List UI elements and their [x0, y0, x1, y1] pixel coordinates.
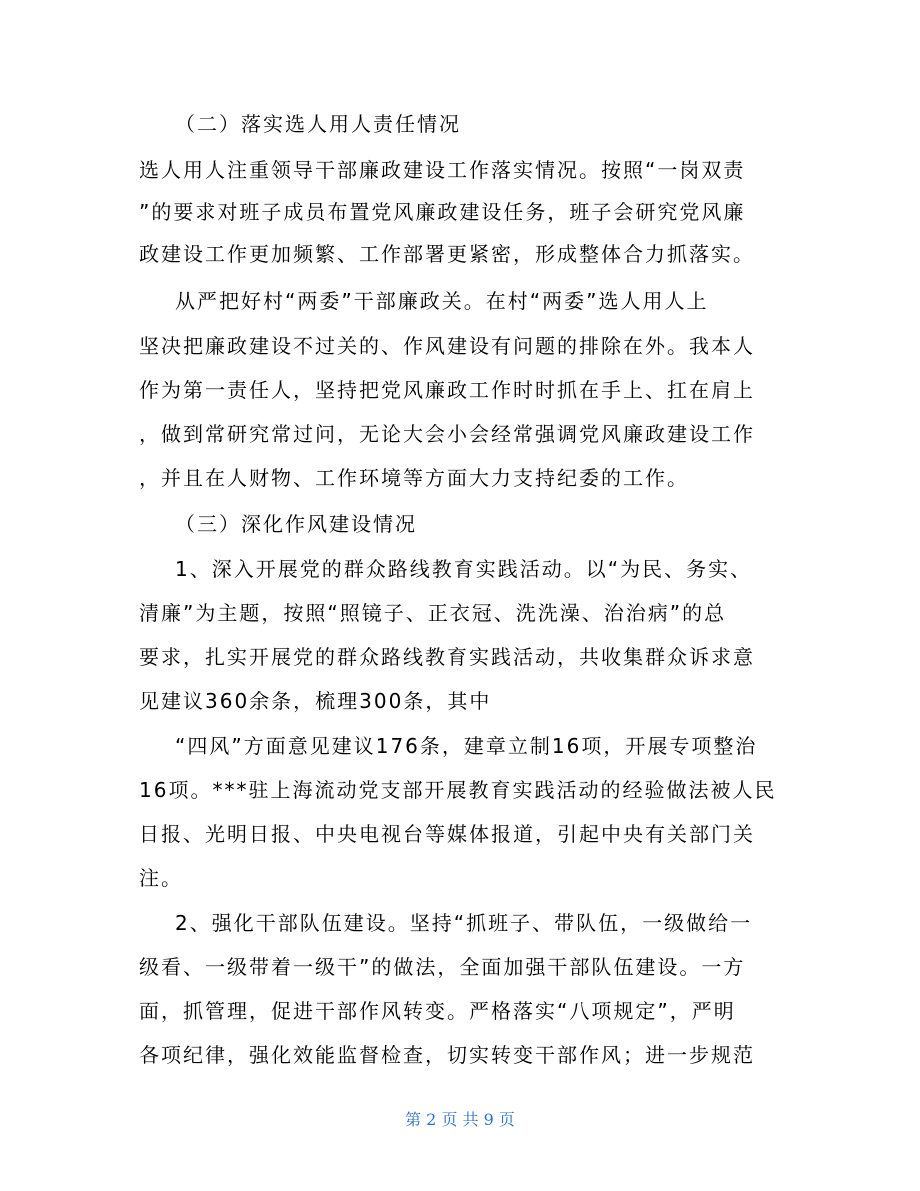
- paragraph-line: ，并且在人财物、工作环境等方面大力支持纪委的工作。: [139, 466, 689, 490]
- paragraph-line: ”的要求对班子成员布置党风廉政建设任务，班子会研究党风廉: [139, 200, 746, 224]
- page-number: 第 2 页 共 9 页: [405, 1110, 515, 1129]
- paragraph-line: 16项。***驻上海流动党支部开展教育实践活动的经验做法被人民: [139, 778, 777, 802]
- paragraph-line: 清廉”为主题，按照“照镜子、正衣冠、洗洗澡、治治病”的总: [139, 601, 727, 625]
- paragraph-line: 政建设工作更加频繁、工作部署更紧密，形成整体合力抓落实。: [139, 242, 755, 266]
- paragraph-line: 注。: [139, 866, 183, 890]
- paragraph-line: 作为第一责任人，坚持把党风廉政工作时时抓在手上、扛在肩上: [139, 378, 755, 402]
- section-heading-2: （二）落实选人用人责任情况: [175, 112, 461, 136]
- paragraph-line: 选人用人注重领导干部廉政建设工作落实情况。按照“一岗双责: [139, 158, 746, 182]
- paragraph-line: 要求，扎实开展党的群众路线教育实践活动，共收集群众诉求意: [139, 645, 755, 669]
- paragraph-line: 2、强化干部队伍建设。坚持“抓班子、带队伍，一级做给一: [175, 911, 753, 935]
- paragraph-line: 级看、一级带着一级干”的做法，全面加强干部队伍建设。一方: [139, 955, 746, 979]
- paragraph-line: 坚决把廉政建设不过关的、作风建设有问题的排除在外。我本人: [139, 334, 755, 358]
- paragraph-line: 见建议360余条，梳理300条，其中: [139, 689, 492, 713]
- paragraph-line: “四风”方面意见建议176条，建章立制16项，开展专项整治: [175, 734, 758, 758]
- paragraph-line: 日报、光明日报、中央电视台等媒体报道，引起中央有关部门关: [139, 822, 755, 846]
- paragraph-line: 从严把好村“两委”干部廉政关。在村“两委”选人用人上: [175, 289, 709, 313]
- section-heading-3: （三）深化作风建设情况: [175, 512, 417, 536]
- paragraph-line: ，做到常研究常过问，无论大会小会经常强调党风廉政建设工作: [139, 422, 755, 446]
- paragraph-line: 面，抓管理，促进干部作风转变。严格落实“八项规定”，严明: [139, 999, 736, 1023]
- paragraph-line: 1、深入开展党的群众路线教育实践活动。以“为民、务实、: [175, 557, 753, 581]
- paragraph-line: 各项纪律，强化效能监督检查，切实转变干部作风；进一步规范: [139, 1043, 755, 1067]
